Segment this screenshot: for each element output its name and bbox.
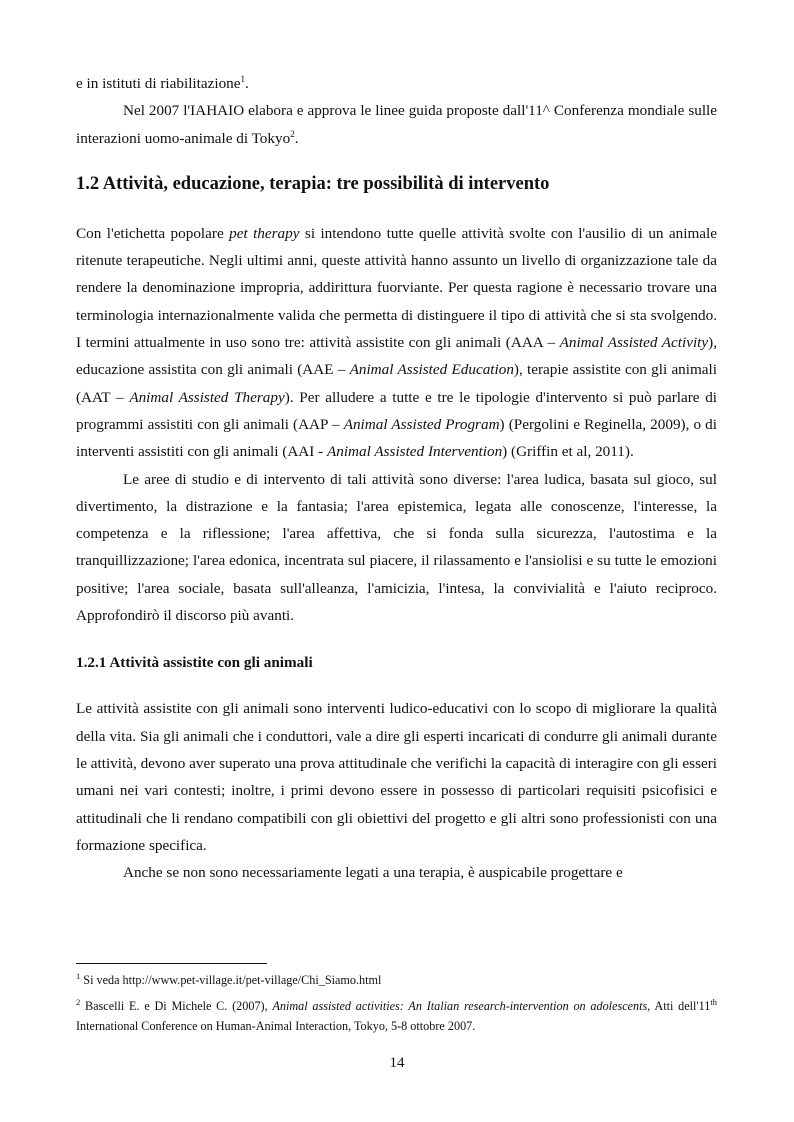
subsection-paragraph-1: Le attività assistite con gli animali sono interventi ludico-educativi con lo scopo di migliorare la qualità della vita. Sia gli animali che i conduttori, vale a dire gli esperti incaricati di condurre gli animali durante le attività, devono aver superato una prova attitudinale che verifichi la capacità di interagire con gli esseri umani nei vari contesti; inoltre, i primi devono essere in possesso di particolari requisiti psicofisici e attitudinali che li rendano compatibili con gli obiettivi del progetto e gli altri sono professionisti con una formazione specifica. (76, 700, 717, 854)
iahaio-paragraph: Nel 2007 l'IAHAIO elabora e approva le linee guida proposte dall'11^ Conferenza mondiale sulle interazioni uomo-animale di Tokyo$^2$. (76, 102, 717, 147)
section-heading: 1.2 Attività, educazione, terapia: tre possibilità di intervento (76, 173, 550, 194)
section-paragraph-1: Con l'etichetta popolare pet therapy si intendono tutte quelle attività svolte con l'ausilio di un animale ritenute terapeutiche. Negli ultimi anni, queste attività hanno assunto un livello di organizzazione tale da rendere la denominazione impropria, addirittura fuorviante. Per questa ragione è necessario trovare una terminologia internazionalmente valida che permetta di distinguere il tipo di attività che si sta svolgendo. I termini attualmente in uso sono tre: attività assistite con gli animali (AAA – Animal Assisted Activity), educazione assistita con gli animali (AAE – Animal Assisted Education), terapie assistite con gli animali (AAT – Animal Assisted Therapy). Per alludere a tutte e tre le tipologie d'intervento si può parlare di programmi assistiti con gli animali (AAP – Animal Assisted Program) (Pergolini e Reginella, 2009), o di interventi assistiti con gli animali (AAI - Animal Assisted Intervention) (Griffin et al, 2011). (76, 224, 718, 461)
footnote-ref-2[interactable]: 2 (290, 128, 295, 139)
subsection-heading: 1.2.1 Attività assistite con gli animali (76, 654, 313, 672)
footnote-ref-1[interactable]: 1 (240, 73, 245, 84)
footnote-2: $^2$ Bascelli E. e Di Michele C. (2007), Animal assisted activities: An Italian research-intervention on adolescents, Atti dell'11th International Conference on Human-Animal Interaction, Tokyo, 5-8 ottobre 2007. (76, 996, 717, 1033)
section-paragraph-2: Le aree di studio e di intervento di tali attività sono diverse: l'area ludica, basata sul gioco, sul divertimento, la distrazione e la fantasia; l'area epistemica, legata alle conoscenze, l'interesse, la competenza e la riflessione; l'area affettiva, che si fonda sulla sicurezza, l'autostima e la tranquillizzazione; l'area edonica, incentrata sul piacere, il rilassamento e l'ansiolisi e su tutte le emozioni positive; l'area sociale, basata sull'alleanza, l'amicizia, l'intesa, la convivialità e l'aiuto reciproco. Approfondirò il discorso più avanti. (76, 470, 717, 625)
footnote-1: $^1$ Si veda http://www.pet-village.it/pet-village/Chi_Siamo.html (76, 970, 382, 987)
footnote-separator (76, 963, 267, 964)
continuation-line: e in istituti di riabilitazione$^1$. (76, 73, 249, 92)
subsection-paragraph-2: Anche se non sono necessariamente legati a una terapia, è auspicabile progettare e (123, 864, 623, 882)
page-body (76, 70, 717, 886)
page-number: 14 (389, 1055, 405, 1071)
